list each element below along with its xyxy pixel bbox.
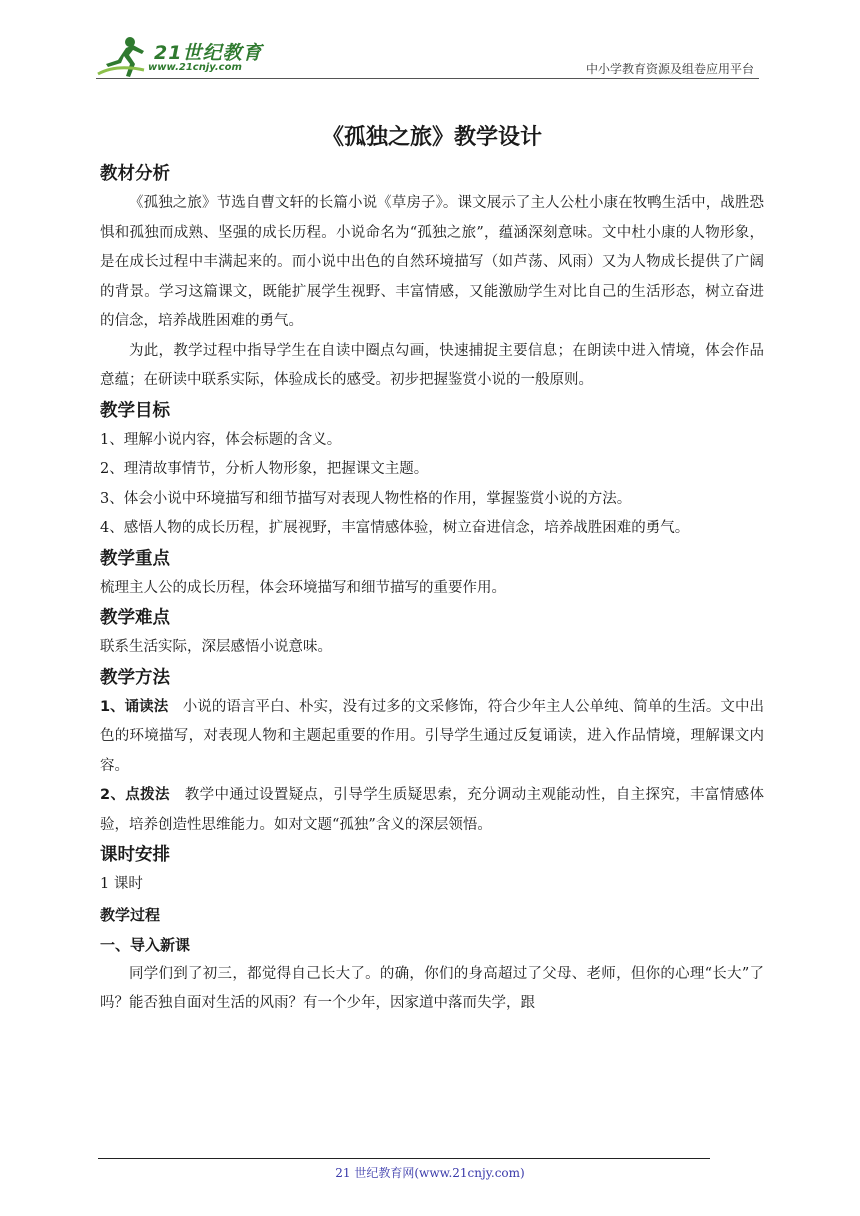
goal-item: 3、体会小说中环境描写和细节描写对表现人物性格的作用，掌握鉴赏小说的方法。 xyxy=(100,490,632,507)
method-item xyxy=(100,781,764,840)
method-text: 教学中通过设置疑点，引导学生质疑思索，充分调动主观能动性，自主探究，丰富情感体验，培养创造性思维能力。如对文题“孤独”含义的深层领悟。 xyxy=(100,787,765,833)
logo-text: 21世纪教育 xyxy=(154,42,263,64)
logo-url: www.21cnjy.com xyxy=(148,62,242,73)
runner-logo-icon xyxy=(96,34,152,80)
page-header xyxy=(0,0,860,90)
logo xyxy=(96,34,266,80)
section-heading-methods: 教学方法 xyxy=(100,667,170,688)
section-heading-teaching-goals: 教学目标 xyxy=(100,400,170,421)
goal-item: 2、理清故事情节，分析人物形象，把握课文主题。 xyxy=(100,461,429,477)
method-item xyxy=(100,693,764,782)
section-heading-difficulties: 教学难点 xyxy=(100,608,170,628)
method-text: 小说的语言平白、朴实，没有过多的文采修饰，符合少年主人公单纯、简单的生活。文中出色的环境描写，对表现人物和主题起重要的作用。引导学生通过反复诵读，进入作品情境，理解课文内容。 xyxy=(100,698,764,774)
section-heading-process: 教学过程 xyxy=(100,905,161,924)
footer-text: 21 世纪教育网(www.21cnjy.com) xyxy=(335,1166,525,1180)
paragraph: 同学们到了初三，都觉得自己长大了。的确，你们的身高超过了父母、老师，但你的心理“长大”了吗？能否独自面对生活的风雨？有一个少年，因家道中落而失学，跟 xyxy=(100,965,764,1011)
platform-name: 中小学教育资源及组卷应用平台 xyxy=(585,62,754,76)
method-label: 1、诵读法 xyxy=(100,698,169,715)
goal-item: 1、理解小说内容，体会标题的含义。 xyxy=(100,431,342,448)
paragraph: 《孤独之旅》节选自曹文轩的长篇小说《草房子》。课文展示了主人公杜小康在牧鸭生活中，战胜恐惧和孤独而成熟、坚强的成长历程。小说命名为“孤独之旅”，蕴涵深刻意味。文中杜小康的人物形象，是在成长过程中丰满起来的。而小说中出色的自然环境描写（如芦荡、风雨）又为人物成长提供了广阔的背景。学习这篇课文，既能扩展学生视野、丰富情感，又能激励学生对比自己的生活形态，树立奋进的信念，培养战胜困难的勇气。 xyxy=(100,195,764,329)
header-divider xyxy=(96,78,759,79)
document-title: 《孤独之旅》教学设计 xyxy=(321,125,542,150)
method-label: 2、点拨法 xyxy=(100,787,170,803)
paragraph: 梳理主人公的成长历程，体会环境描写和细节描写的重要作用。 xyxy=(100,579,506,596)
section-heading-schedule: 课时安排 xyxy=(100,845,170,865)
section-heading-key-points: 教学重点 xyxy=(100,548,170,569)
paragraph: 1 课时 xyxy=(100,876,143,892)
document-body xyxy=(100,120,764,1019)
paragraph: 联系生活实际，深层感悟小说意味。 xyxy=(100,639,332,655)
goal-item: 4、感悟人物的成长历程，扩展视野，丰富情感体验，树立奋进信念，培养战胜困难的勇气。 xyxy=(100,520,690,536)
subsection-heading-intro: 一、导入新课 xyxy=(100,935,191,954)
section-heading-material-analysis: 教材分析 xyxy=(100,164,170,184)
paragraph: 为此，教学过程中指导学生在自读中圈点勾画，快速捕捉主要信息；在朗读中进入情境，体会作品意蕴；在研读中联系实际，体验成长的感受。初步把握鉴赏小说的一般原则。 xyxy=(100,342,764,388)
footer-divider xyxy=(98,1158,710,1159)
